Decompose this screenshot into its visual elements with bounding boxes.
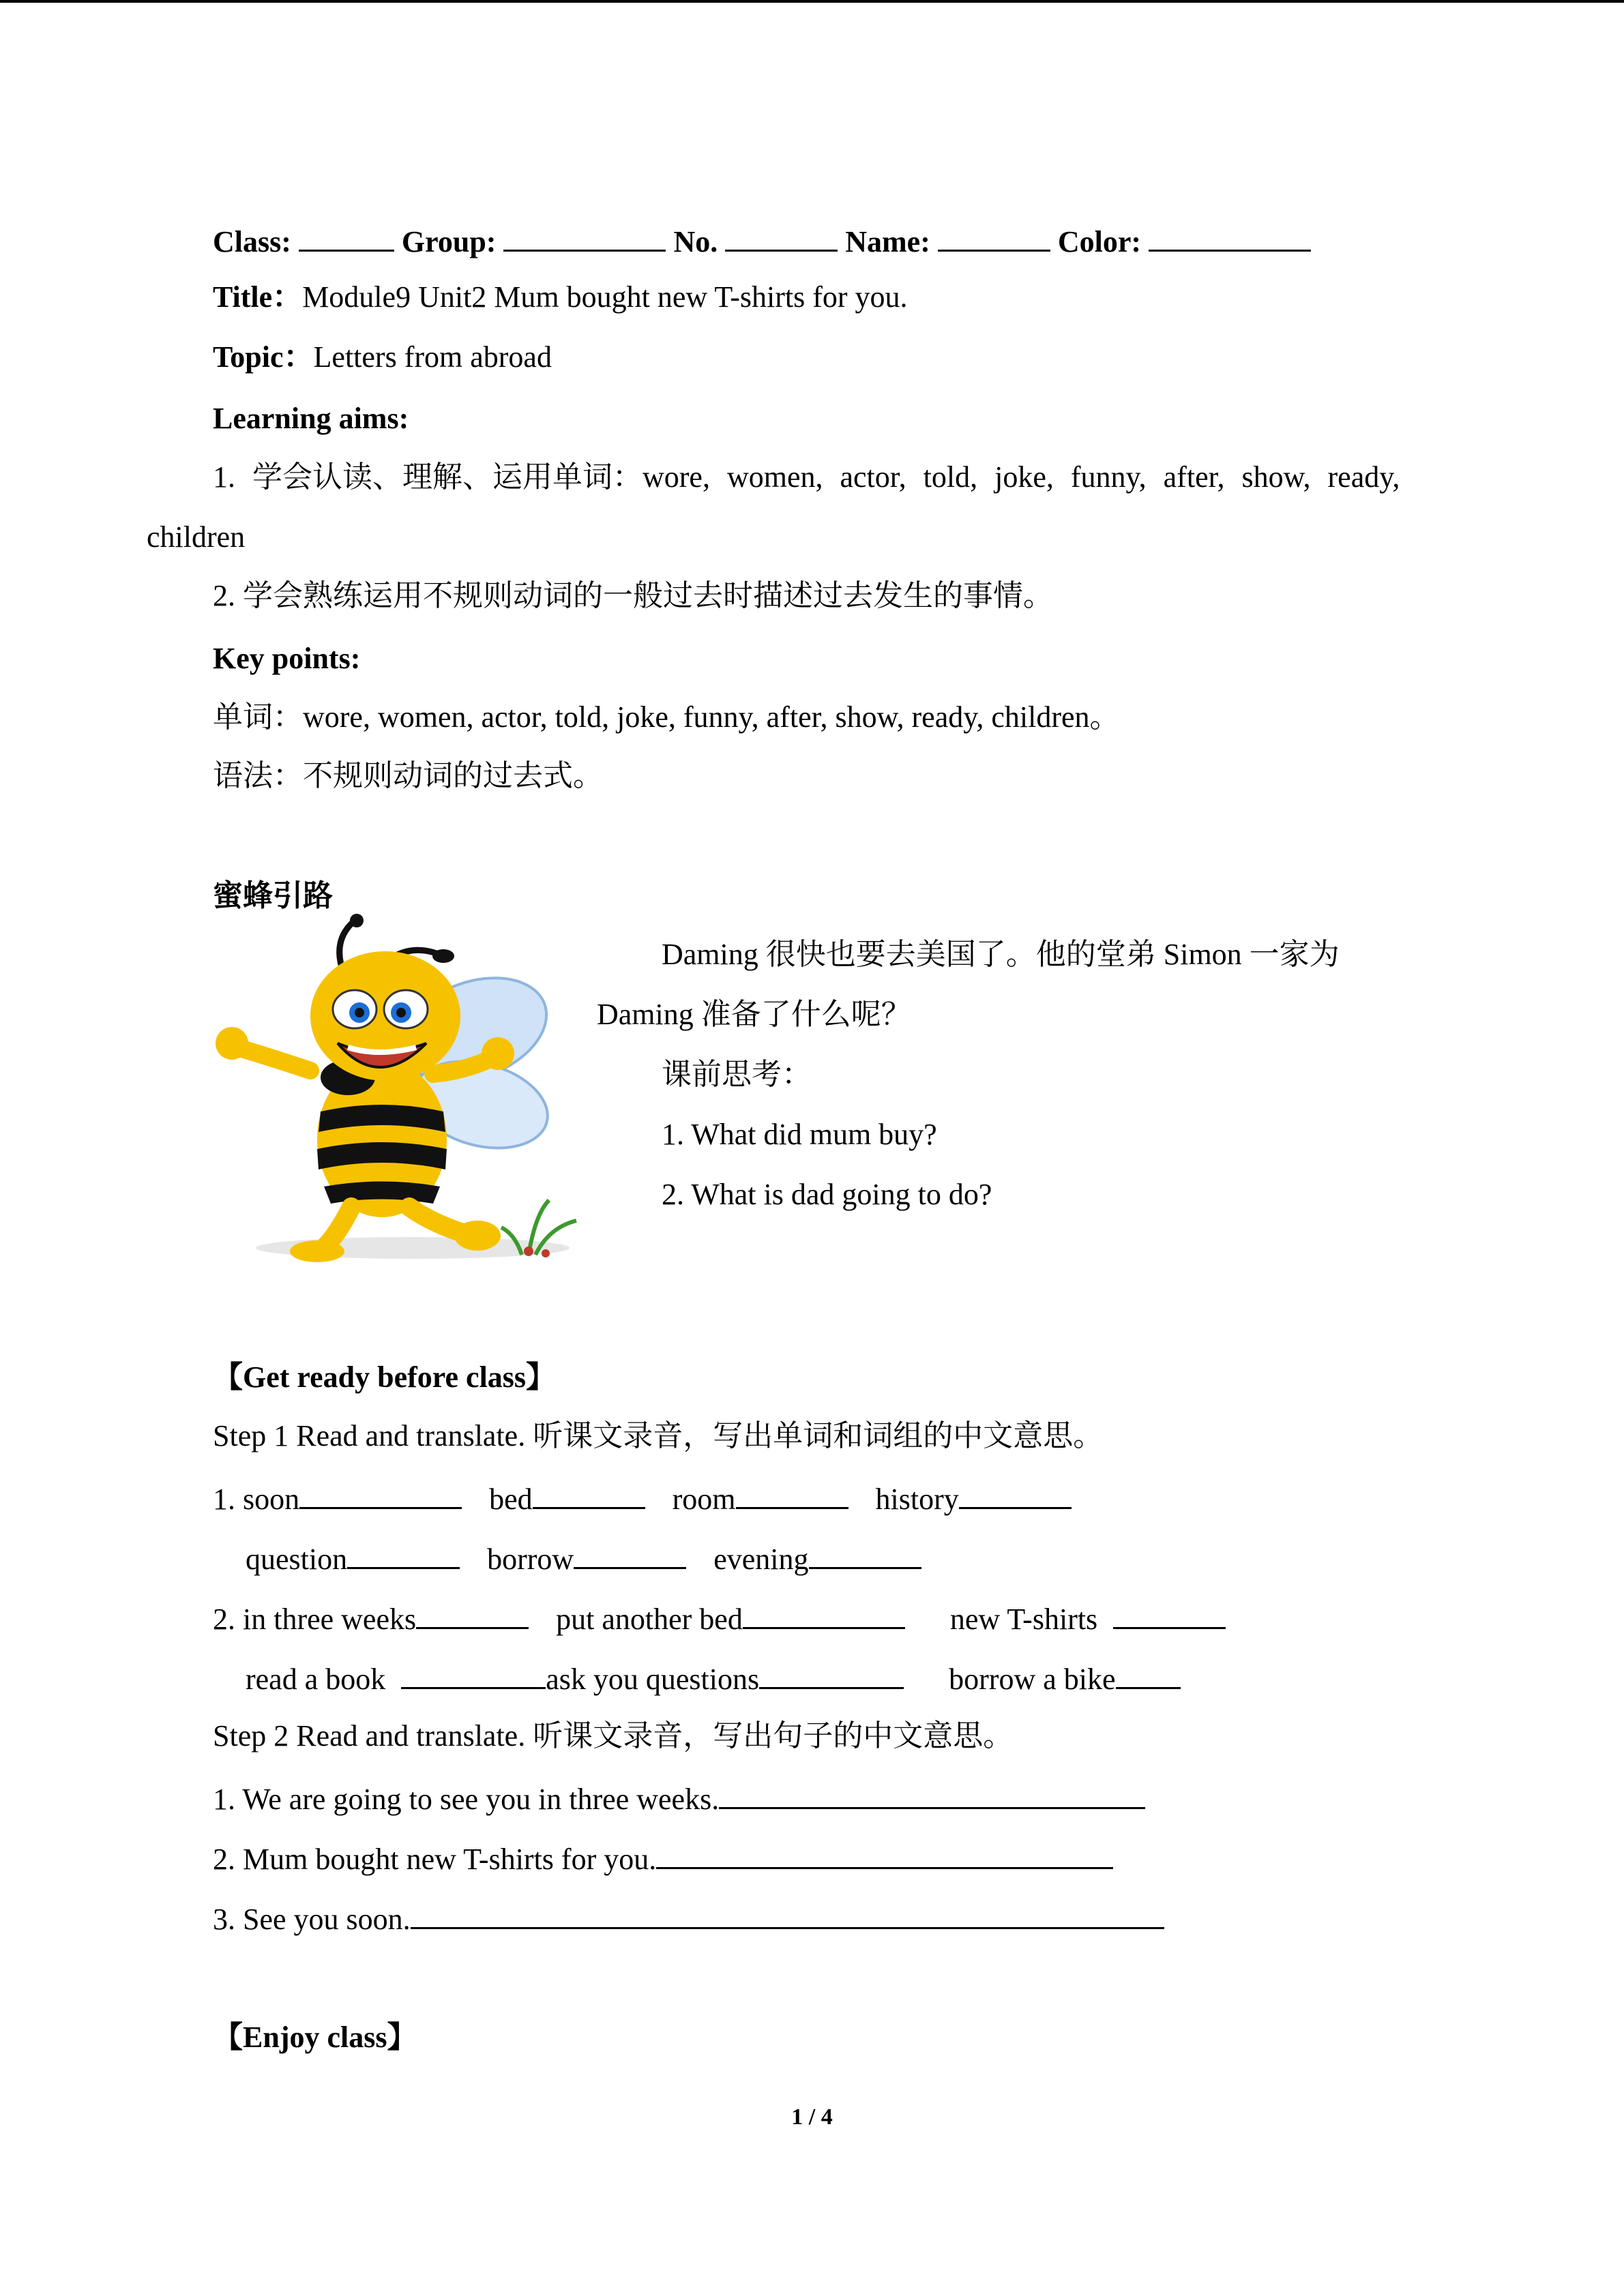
no-blank[interactable]	[725, 220, 838, 252]
name-blank[interactable]	[938, 220, 1050, 252]
aim-item-1-continuation: children	[147, 520, 246, 554]
room-blank[interactable]	[736, 1477, 848, 1509]
pre-class-thinking-label: 课前思考：	[662, 1058, 812, 1091]
topic-value: Letters from abroad	[313, 340, 552, 374]
question-blank[interactable]	[347, 1537, 460, 1569]
title-value: Module9 Unit2 Mum bought new T-shirts for you.	[302, 280, 908, 314]
class-blank[interactable]	[299, 220, 394, 252]
key-points-heading: Key points:	[213, 642, 361, 675]
evening-blank[interactable]	[809, 1537, 921, 1569]
key-points-words: 单词：wore, women, actor, told, joke, funny, after, show, ready, children。	[213, 700, 1120, 734]
get-ready-heading: 【Get ready before class】	[213, 1360, 557, 1394]
phrase-row-1	[213, 1597, 1226, 1640]
vocab-row-2	[246, 1537, 921, 1580]
phrase-ask-you-questions: ask you questions	[546, 1663, 760, 1696]
aim-item-1-text: 1. 学会认读、理解、运用单词：wore, women, actor, told, joke, funny, after, show, ready,	[213, 460, 1400, 494]
bee-illustration	[208, 914, 590, 1268]
bed-blank[interactable]	[533, 1477, 645, 1509]
vocab-soon: soon	[243, 1482, 300, 1516]
phrase-put-another-bed: put another bed	[556, 1602, 743, 1636]
vocab-row-1-number: 1.	[213, 1482, 235, 1516]
new-t-shirts-blank[interactable]	[1113, 1597, 1226, 1629]
vocab-bed: bed	[489, 1482, 533, 1516]
bee-guide-heading: 蜜蜂引路	[213, 879, 333, 912]
phrase-borrow-a-bike: borrow a bike	[949, 1663, 1116, 1696]
phrase-row-number: 2.	[213, 1602, 235, 1636]
group-blank[interactable]	[503, 220, 666, 252]
sentence-2-blank[interactable]	[656, 1837, 1113, 1869]
page-top-border	[0, 0, 1624, 3]
step-1-instruction: Step 1 Read and translate. 听课文录音，写出单词和词组的中文意思。	[213, 1419, 1104, 1452]
aim-item-1	[213, 457, 1477, 498]
title-label: Title：	[213, 280, 303, 314]
sentence-1-text: 1. We are going to see you in three weeks.	[213, 1783, 720, 1816]
sentence-1	[213, 1777, 1145, 1820]
vocab-room: room	[672, 1482, 736, 1516]
color-blank[interactable]	[1149, 220, 1311, 252]
soon-blank[interactable]	[299, 1477, 462, 1509]
sentence-3	[213, 1897, 1164, 1940]
learning-aims-heading: Learning aims:	[213, 402, 409, 435]
name-label: Name:	[845, 225, 930, 258]
intro-line-2: Daming 准备了什么呢？	[597, 998, 911, 1031]
title-line	[213, 277, 908, 318]
vocab-borrow: borrow	[487, 1542, 574, 1576]
question-1: 1. What did mum buy?	[662, 1118, 937, 1151]
sentence-3-blank[interactable]	[411, 1897, 1164, 1929]
group-label: Group:	[401, 225, 497, 258]
vocab-row-1	[213, 1477, 1072, 1520]
key-points-grammar: 语法：不规则动词的过去式。	[213, 759, 603, 792]
step-2-instruction: Step 2 Read and translate. 听课文录音，写出句子的中文意思。	[213, 1719, 1014, 1753]
topic-line	[213, 337, 552, 378]
phrase-in-three-weeks: in three weeks	[243, 1602, 417, 1636]
page-number: 1 / 4	[791, 2104, 833, 2130]
in-three-weeks-blank[interactable]	[416, 1597, 529, 1629]
ask-you-questions-blank[interactable]	[759, 1657, 904, 1689]
color-label: Color:	[1057, 225, 1142, 258]
vocab-question: question	[246, 1542, 348, 1576]
topic-label: Topic：	[213, 340, 314, 374]
student-info-line	[213, 220, 1311, 263]
borrow-a-bike-blank[interactable]	[1116, 1657, 1181, 1689]
vocab-evening: evening	[713, 1542, 809, 1576]
no-label: No.	[673, 225, 718, 258]
history-blank[interactable]	[959, 1477, 1072, 1509]
put-another-bed-blank[interactable]	[743, 1597, 905, 1629]
vocab-history: history	[875, 1482, 959, 1516]
borrow-blank[interactable]	[574, 1537, 686, 1569]
sentence-2-text: 2. Mum bought new T-shirts for you.	[213, 1843, 657, 1876]
read-a-book-blank[interactable]	[401, 1657, 546, 1689]
sentence-1-blank[interactable]	[719, 1777, 1145, 1809]
intro-line-1: Daming 很快也要去美国了。他的堂弟 Simon 一家为	[662, 938, 1340, 971]
phrase-row-2	[246, 1657, 1181, 1700]
question-2: 2. What is dad going to do?	[662, 1178, 992, 1211]
phrase-read-a-book: read a book	[246, 1663, 386, 1696]
class-label: Class:	[213, 225, 291, 258]
sentence-2	[213, 1837, 1113, 1880]
enjoy-class-heading: 【Enjoy class】	[213, 2021, 417, 2054]
phrase-new-t-shirts: new T-shirts	[949, 1602, 1098, 1636]
aim-item-2: 2. 学会熟练运用不规则动词的一般过去时描述过去发生的事情。	[213, 579, 1053, 612]
sentence-3-text: 3. See you soon.	[213, 1903, 411, 1936]
